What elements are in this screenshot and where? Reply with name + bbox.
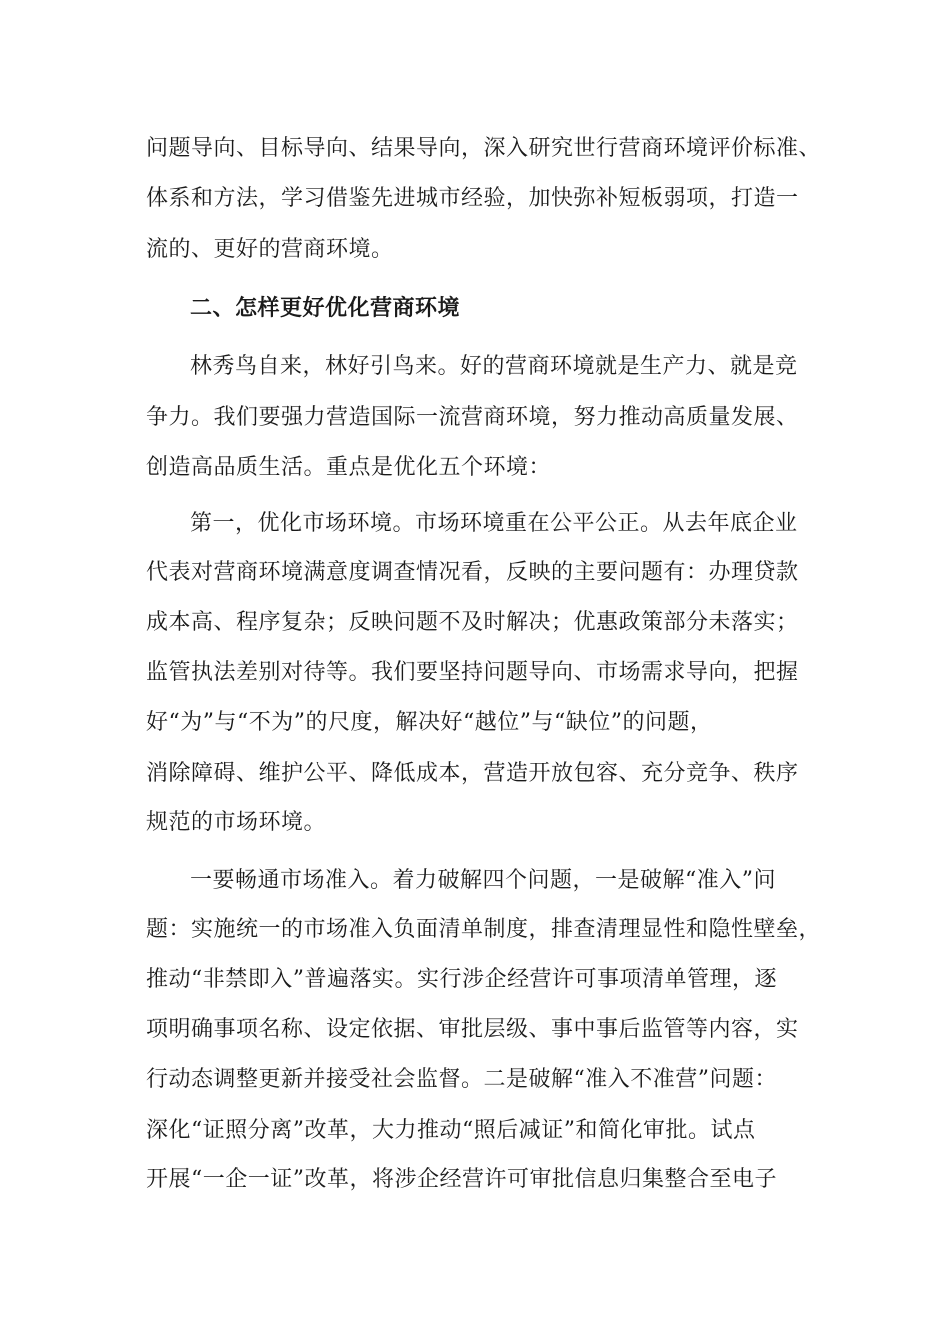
text-line: 深化“证照分离”改革，大力推动“照后减证”和简化审批。试点 [146, 1118, 756, 1143]
text-line: 流的、更好的营商环境。 [146, 237, 394, 262]
text-line: 题：实施统一的市场准入负面清单制度，排查清理显性和隐性壁垒， [146, 917, 822, 942]
text-line: 成本高、程序复杂；反映问题不及时解决；优惠政策部分未落实； [146, 610, 799, 635]
text-line: 开展“一企一证”改革，将涉企经营许可审批信息归集整合至电子 [146, 1167, 777, 1192]
text-line: 问题导向、目标导向、结果导向，深入研究世行营商环境评价标准、 [146, 136, 822, 161]
text-line: 代表对营商环境满意度调查情况看，反映的主要问题有：办理贷款 [146, 560, 799, 585]
text-line: 体系和方法，学习借鉴先进城市经验，加快弥补短板弱项，打造一 [146, 186, 799, 211]
text-line: 行动态调整更新并接受社会监督。二是破解“准入不准营”问题： [146, 1067, 777, 1092]
text-line: 项明确事项名称、设定依据、审批层级、事中事后监管等内容，实 [146, 1017, 799, 1042]
text-line: 第一，优化市场环境。市场环境重在公平公正。从去年底企业 [190, 511, 798, 536]
section-heading: 二、怎样更好优化营商环境 [190, 296, 461, 321]
text-line: 推动“非禁即入”普遍落实。实行涉企经营许可事项清单管理，逐 [146, 967, 777, 992]
text-line: 创造高品质生活。重点是优化五个环境： [146, 455, 552, 480]
text-line: 一要畅通市场准入。着力破解四个问题，一是破解“准入”问 [190, 868, 776, 893]
text-line: 林秀鸟自来，林好引鸟来。好的营商环境就是生产力、就是竞 [190, 354, 798, 379]
text-line: 监管执法差别对待等。我们要坚持问题导向、市场需求导向，把握 [146, 660, 799, 685]
text-line: 规范的市场环境。 [146, 810, 327, 835]
text-line: 消除障碍、维护公平、降低成本，营造开放包容、充分竞争、秩序 [146, 761, 799, 786]
text-line: 争力。我们要强力营造国际一流营商环境，努力推动高质量发展、 [146, 405, 799, 430]
text-line: 好“为”与“不为”的尺度，解决好“越位”与“缺位”的问题， [146, 710, 713, 735]
